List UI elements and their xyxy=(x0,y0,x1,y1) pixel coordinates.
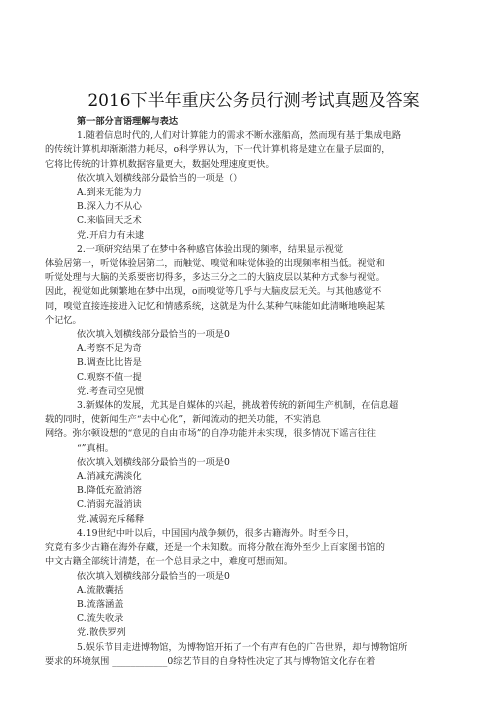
question-5 xyxy=(45,641,462,669)
question-2-stem-line: 个记忆。 xyxy=(45,314,82,326)
question-1-option-a: A.到来无能为力 xyxy=(77,187,142,199)
question-3-answer: 党.减弱充斥稀释 xyxy=(77,513,145,525)
question-2-stem-line: 因此，视觉如此频繁地在梦中出现，o而嗅觉等几乎与大脑皮层无关。与其他感觉不 xyxy=(45,286,382,298)
question-1-prompt: 依次填入划横线部分最恰当的一项是（） xyxy=(77,172,243,184)
question-3-prompt: 依次填入划横线部分最恰当的一项是0 xyxy=(77,456,230,468)
question-2-option-c: C.观察不值一提 xyxy=(77,371,142,383)
question-4-stem-line: 4.19世纪中叶以后，中国国内战争频仍，很多古籍海外。时至今日， xyxy=(77,527,355,539)
question-3-stem-line: “”真相。 xyxy=(77,442,114,454)
question-2-option-b: B.调查比比皆是 xyxy=(77,357,142,369)
question-2-stem-line: 体验居第一，听觉体验居第二，而触觉、嗅觉和味觉体验的出现频率相当低。视觉和 xyxy=(45,258,385,270)
question-3-option-c: C.消弱充溢消读 xyxy=(77,499,142,511)
question-3-stem-line: 3.新媒体的发展，尤其是自媒体的兴起，挑战着传统的新闻生产机制，在信息超 xyxy=(77,400,399,412)
question-1-stem-line: 它将比传统的计算机数据容量更大，数据处理速度更快。 xyxy=(45,158,275,170)
question-1-option-b: B.深入力不从心 xyxy=(77,201,142,213)
question-4-option-a: A.流散囊括 xyxy=(77,584,124,596)
question-4-stem-line: 中文古籍全部统计清楚，在一个总目录之中，难度可想而知。 xyxy=(45,556,294,568)
question-4-answer: 党.散佚罗列 xyxy=(77,627,126,639)
section-heading: 第一部分言语理解与表达 xyxy=(77,116,179,127)
page-title: 2016下半年重庆公务员行测考试真题及答案 xyxy=(87,91,420,111)
question-3-option-b: B.降低充盈消溶 xyxy=(77,485,142,497)
question-2-option-a: A.考察不足为奇 xyxy=(77,343,142,355)
question-2-stem-line: 听觉处理与大脑的关系要密切得多，多达三分之二的大脑皮层以某种方式参与视觉。 xyxy=(45,272,385,284)
question-4 xyxy=(45,527,462,641)
question-4-prompt: 依次填入划横线部分最恰当的一项是0 xyxy=(77,570,230,582)
question-1-stem-line: 1.随着信息时代的,人们对计算能力的需求不断水涨船高，然而现有基于集成电路 xyxy=(77,130,402,142)
question-2-answer: 党.考查司空见惯 xyxy=(77,385,145,397)
question-3-stem-line: 载的同时，使新闻生产“去中心化”，新闻流动的把关功能，不实消息 xyxy=(45,414,321,426)
question-1 xyxy=(45,129,462,243)
question-1-answer: 党.开启力有未逮 xyxy=(77,229,145,241)
question-2 xyxy=(45,243,462,399)
question-3-stem-line: 网络。弥尔顿设想的“意见的自由市场”的自净功能并未实现，很多情况下谣言往往 xyxy=(45,428,376,440)
question-2-stem-line: 同，嗅觉直接连接进入记忆和情感系统，这就是为什么某种气味能如此清晰地唤起某 xyxy=(45,300,385,312)
question-5-stem-line: 要求的环境氛围 ____________0综艺节目的自身特性决定了其与博物馆文化存在着 xyxy=(45,655,376,667)
question-3 xyxy=(45,399,462,527)
question-4-option-c: C.流失收录 xyxy=(77,613,124,625)
question-1-option-c: C.来临回天乏术 xyxy=(77,215,142,227)
question-2-prompt: 依次填入划横线部分最恰当的一项是0 xyxy=(77,329,230,341)
question-5-stem-line: 5.娱乐节目走进博物馆，为博物馆开拓了一个有声有色的广告世界，却与博物馆所 xyxy=(77,641,408,653)
question-4-stem-line: 究竟有多少古籍在海外存藏，还是一个未知数。而将分散在海外至少上百家图书馆的 xyxy=(45,542,385,554)
question-1-stem-line: 的传统计算机却渐渐潜力耗尽，o科学界认为，下一代计算机将是建立在量子层面的， xyxy=(45,144,391,156)
question-2-stem-line: 2.一项研究结果了在梦中各种感官体验出现的频率，结果显示视觉 xyxy=(77,243,344,255)
question-3-option-a: A.消减充满淡化 xyxy=(77,471,142,483)
question-4-option-b: B.流落涵盖 xyxy=(77,598,124,610)
